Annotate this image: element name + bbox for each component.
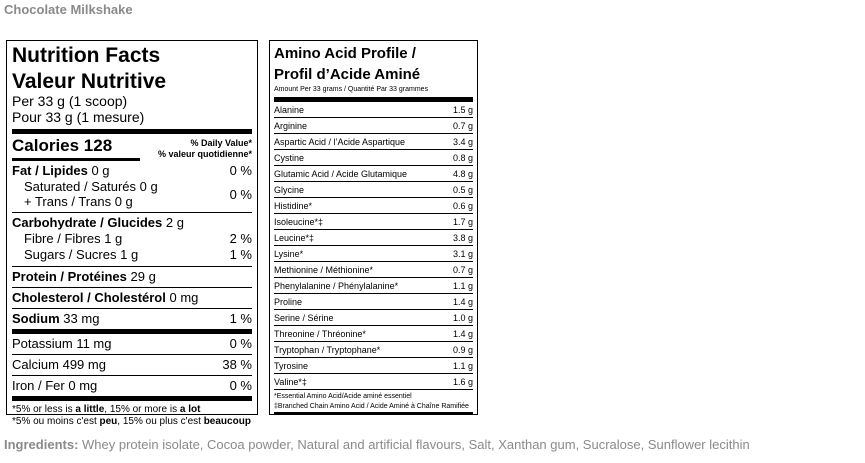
iron-label: Iron / Fer	[12, 378, 65, 393]
daily-value-fr: % valeur quotidienne*	[157, 149, 252, 159]
amino-title-fr: Profil d’Acide Aminé	[274, 66, 421, 83]
amino-name: Isoleucine*‡	[274, 217, 324, 227]
daily-value-en: % Daily Value*	[190, 138, 252, 148]
fat-pct: 0 %	[229, 163, 252, 178]
amino-name: Valine*‡	[274, 377, 307, 387]
calcium-amount: 499 mg	[62, 357, 106, 372]
iron-row	[12, 378, 252, 394]
cholesterol-row	[12, 290, 252, 306]
divider	[12, 375, 252, 376]
footnote-en-text: *5% or less is	[12, 404, 76, 415]
calories-row	[12, 134, 252, 161]
amino-name: Leucine*‡	[274, 233, 315, 243]
potassium-amount: 11 mg	[76, 336, 112, 351]
potassium-pct: 0 %	[229, 336, 252, 351]
potassium-row	[12, 336, 252, 352]
fat-amount: 0 g	[91, 163, 110, 178]
trans-row	[12, 194, 158, 209]
amino-row	[274, 214, 473, 230]
divider	[12, 354, 252, 355]
amino-amount: 1.5 g	[452, 105, 473, 115]
amino-row	[274, 182, 473, 198]
amino-table	[274, 102, 473, 390]
amino-row	[274, 150, 473, 166]
amino-title-en: Amino Acid Profile /	[274, 45, 416, 62]
amino-amount-per: Amount Per 33 grams / Quantité Par 33 grammes	[274, 86, 429, 93]
fibre-label: Fibre / Fibres	[24, 231, 101, 246]
potassium-label: Potassium	[12, 336, 73, 351]
amino-row	[274, 230, 473, 246]
sodium-pct: 1 %	[229, 311, 252, 326]
amino-amount: 1.1 g	[452, 361, 473, 371]
amino-footnote-bcaa: ‡Branched Chain Amino Acid / Acide Aminé à Chaîne Ramifiée	[274, 403, 469, 410]
amino-amount: 0.6 g	[452, 201, 473, 211]
product-title: Chocolate Milkshake	[4, 2, 133, 17]
sugars-amount: 1 g	[120, 247, 139, 262]
amino-row	[274, 342, 473, 358]
amino-amount: 1.4 g	[452, 297, 473, 307]
footnote-en	[12, 404, 252, 416]
amino-name: Methionine / Méthionine*	[274, 265, 374, 275]
footnote-en-text-2: , 15% or more is	[104, 404, 180, 415]
trans-label: + Trans / Trans	[24, 194, 112, 209]
amino-amount: 0.7 g	[452, 121, 473, 131]
nutrition-title-en: Nutrition Facts	[12, 44, 161, 67]
footnote-fr-beaucoup: beaucoup	[203, 416, 251, 427]
cholesterol-amount: 0 mg	[169, 290, 199, 305]
divider	[12, 212, 252, 213]
sugars-row	[12, 247, 252, 263]
carb-label: Carbohydrate / Glucides	[12, 215, 163, 230]
amino-row	[274, 358, 473, 374]
amino-amount: 3.8 g	[452, 233, 473, 243]
iron-amount: 0 mg	[68, 378, 98, 393]
amino-name: Aspartic Acid / l’Acide Aspartique	[274, 137, 406, 147]
footnote-fr	[12, 416, 252, 428]
amino-name: Threonine / Thréonine*	[274, 329, 366, 339]
calcium-pct: 38 %	[222, 357, 252, 372]
amino-amount: 0.8 g	[452, 153, 473, 163]
saturated-label: Saturated / Saturés	[24, 179, 137, 194]
amino-name: Glycine	[274, 185, 305, 195]
amino-amount: 0.9 g	[452, 345, 473, 355]
amino-row	[274, 118, 473, 134]
protein-label: Protein / Protéines	[12, 269, 127, 284]
amino-row	[274, 294, 473, 310]
amino-footnote	[274, 390, 473, 412]
sugars-label: Sugars / Sucres	[24, 247, 117, 262]
footnote-en-lot: a lot	[179, 404, 201, 415]
amino-row	[274, 198, 473, 214]
amino-footnote-essential: *Essential Amino Acid/Acide aminé essentiel	[274, 393, 412, 400]
footnote-en-little: a little	[75, 404, 105, 415]
footnote-fr-text: *5% ou moins c'est	[12, 416, 100, 427]
sugars-pct: 1 %	[229, 247, 252, 262]
protein-row	[12, 269, 252, 285]
daily-value-header	[158, 138, 252, 160]
carb-row	[12, 215, 252, 231]
divider	[12, 287, 252, 288]
amino-name: Arginine	[274, 121, 308, 131]
sodium-label: Sodium	[12, 311, 60, 326]
amino-name: Tryptophan / Tryptophane*	[274, 345, 381, 355]
amino-row	[274, 246, 473, 262]
amino-row	[274, 262, 473, 278]
serving-size-fr: Pour 33 g (1 mesure)	[12, 109, 145, 125]
footnote	[12, 401, 252, 428]
amino-amount: 0.5 g	[452, 185, 473, 195]
ingredients	[4, 437, 750, 452]
amino-name: Tyrosine	[274, 361, 309, 371]
amino-row	[274, 134, 473, 150]
fat-label: Fat / Lipides	[12, 163, 88, 178]
calcium-label: Calcium	[12, 357, 59, 372]
nutrition-title-fr: Valeur Nutritive	[12, 70, 167, 93]
divider	[274, 412, 473, 415]
amino-amount: 4.8 g	[452, 169, 473, 179]
sodium-amount: 33 mg	[63, 311, 100, 326]
amino-acid-panel	[269, 40, 478, 415]
calories-underline	[12, 158, 140, 161]
trans-amount: 0 g	[114, 194, 133, 209]
divider	[12, 266, 252, 267]
serving-size-en: Per 33 g (1 scoop)	[12, 93, 128, 109]
amino-amount: 1.0 g	[452, 313, 473, 323]
amino-name: Alanine	[274, 105, 305, 115]
amino-amount: 1.7 g	[452, 217, 473, 227]
divider	[12, 308, 252, 309]
fibre-pct: 2 %	[229, 231, 252, 246]
ingredients-label: Ingredients:	[4, 437, 79, 452]
sat-trans-group	[12, 179, 252, 209]
amino-row	[274, 102, 473, 118]
iron-pct: 0 %	[229, 378, 252, 393]
sodium-row	[12, 311, 252, 327]
fibre-row	[12, 231, 252, 247]
divider	[12, 329, 252, 334]
footnote-fr-peu: peu	[99, 416, 118, 427]
amino-amount: 0.7 g	[452, 265, 473, 275]
fibre-amount: 1 g	[104, 231, 123, 246]
amino-row	[274, 278, 473, 294]
calcium-row	[12, 357, 252, 373]
amino-row	[274, 310, 473, 326]
nutrition-facts-panel	[6, 40, 258, 427]
amino-amount: 3.4 g	[452, 137, 473, 147]
amino-row	[274, 326, 473, 342]
sat-trans-pct: 0 %	[229, 186, 252, 202]
amino-amount: 3.1 g	[452, 249, 473, 259]
amino-name: Cystine	[274, 153, 305, 163]
amino-name: Histidine*	[274, 201, 313, 211]
amino-row	[274, 166, 473, 182]
amino-amount: 1.4 g	[452, 329, 473, 339]
carb-amount: 2 g	[165, 215, 184, 230]
fat-row	[12, 163, 252, 179]
amino-row	[274, 374, 473, 390]
amino-name: Glutamic Acid / Acide Glutamique	[274, 169, 408, 179]
amino-name: Phenylalanine / Phénylalanine*	[274, 281, 399, 291]
saturated-row	[12, 179, 158, 194]
ingredients-text: Whey protein isolate, Cocoa powder, Natural and artificial flavours, Salt, Xanthan gum, Sucralose, Sunflower lecithin	[82, 437, 750, 452]
amino-amount: 1.1 g	[452, 281, 473, 291]
footnote-fr-text-2: , 15% ou plus c'est	[117, 416, 204, 427]
amino-name: Proline	[274, 297, 303, 307]
amino-name: Serine / Sérine	[274, 313, 334, 323]
amino-amount: 1.6 g	[452, 377, 473, 387]
protein-amount: 29 g	[130, 269, 156, 284]
calories: Calories 128	[12, 136, 113, 155]
saturated-amount: 0 g	[139, 179, 158, 194]
amino-name: Lysine*	[274, 249, 304, 259]
cholesterol-label: Cholesterol / Cholestérol	[12, 290, 166, 305]
